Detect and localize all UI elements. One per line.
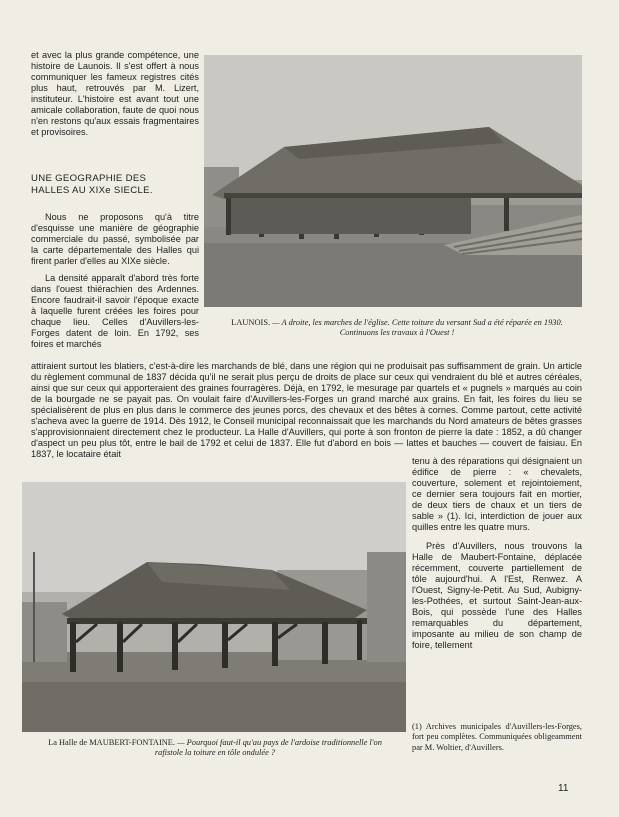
page-number: 11 — [558, 783, 569, 794]
paragraph-densite: La densité apparaît d'abord très forte dans l'ouest thiérachien des Ardennes. Encore faudrait-il savoir l'époque exacte à laquelle furent créées les foires pour chaque lieu. Celles d'Auvillers-les-Forges datent de loin. En 1792, ses foires et marchés — [31, 273, 199, 349]
launois-hall-image — [204, 55, 582, 307]
intro-paragraph: et avec la plus grande compétence, une histoire de Launois. Il s'est offert à nous communiquer les fameux registres cités plus haut, retrouvés par M. Lizert, instituteur. L'histoire est avant tout une amicale collaboration, faute de quoi nous n'en restons qu'aux essais fragmentaires et provisoires. — [31, 50, 199, 137]
left-column-body — [31, 212, 199, 353]
full-width-text: attiraient surtout les blatiers, c'est-à-dire les marchands de blé, dans une région qui ne produisait pas suffisamment de grain. Un article du règlement communal de 1837 décida qu'il ne serait plus perçu de droits de place sur ceux qui vendraient du blé et autres céréales, ainsi que sur ceux qui apporteraient des graines fourragères. Déjà, en 1792, le mesurage par quartels et « pugnels » marqués au coin de la bourgade ne se payait pas. On voulait faire d'Auvillers-les-Forges un grand marché aux grains. En fait, les foires du lieu se spécialisèrent de plus en plus dans le commerce des jeunes porcs, des chevaux et des bêtes à cornes. Comme partout, cette activité s'acheva avec la guerre de 1914. Dès 1912, le Conseil municipal reconnaissait que les marchands du Nord amateurs de bêtes grasses s'approvisionnaient directement chez le producteur. La Halle d'Auvillers, qui porte à son fronton de pierre la date : 1852, a dû changer d'aspect un peu plus tôt, entre le bail de 1792 et celui de 1837. Elle fut d'abord en bois — lattes et bauches — couvert de faisiau. En 1837, le locataire était — [31, 361, 582, 459]
section-heading-line2: HALLES AU XIXe SIECLE. — [31, 185, 153, 196]
full-width-paragraph — [31, 361, 582, 459]
caption-launois-label: LAUNOIS. — [231, 318, 271, 327]
caption-maubert — [40, 738, 390, 758]
caption-maubert-text: — Pourquoi faut-il qu'au pays de l'ardoise traditionnelle l'on rafistole la toiture en tôle ondulée ? — [154, 738, 382, 757]
left-column-intro — [31, 50, 199, 138]
section-heading-line1: UNE GEOGRAPHIE DES — [31, 173, 147, 184]
section-heading — [31, 173, 201, 197]
photo-maubert-fontaine-hall — [22, 482, 406, 732]
caption-launois-text: — A droite, les marches de l'église. Cette toiture du versant Sud a été réparée en 1930. Continuons les travaux à l'Ouest ! — [272, 318, 563, 337]
paragraph-pres-auvillers: Près d'Auvillers, nous trouvons la Halle de Maubert-Fontaine, déplacée récemment, couverte partiellement de tôle aujourd'hui. A l'Est, Renwez. A l'Ouest, Signy-le-Petit. Au Sud, Aubigny-les-Pothées, et surtout Saint-Jean-aux-Bois, qui possède l'une des Halles remarquables du département, imposante au milieu de son champ de foire, tellement — [412, 541, 582, 650]
footnote — [412, 722, 582, 753]
maubert-hall-image — [22, 482, 406, 732]
paragraph-propose: Nous ne proposons qu'à titre d'esquisse une manière de géographie commerciale du passé, symbolisée par la carte départementale des Halles qui firent parler d'elles au XIXe siècle. — [31, 212, 199, 266]
footnote-text: (1) Archives municipales d'Auvillers-les-Forges, fort peu complètes. Communiquées obligeamment par M. Woltier, d'Auvillers. — [412, 722, 582, 752]
caption-maubert-label: La Halle de MAUBERT-FONTAINE. — [48, 738, 175, 747]
caption-launois — [215, 318, 579, 338]
paragraph-tenu: tenu à des réparations qui désignaient un édifice de pierre : « chevalets, couverture, solement et rejointoiement, ce dernier sera toujours fait en mortier, de deux tiers de chaux et un tiers de sable » (1). Ici, interdiction de jouer aux quilles entre les quatre murs. — [412, 456, 582, 532]
photo-launois-hall — [204, 55, 582, 307]
right-column-body — [412, 456, 582, 654]
